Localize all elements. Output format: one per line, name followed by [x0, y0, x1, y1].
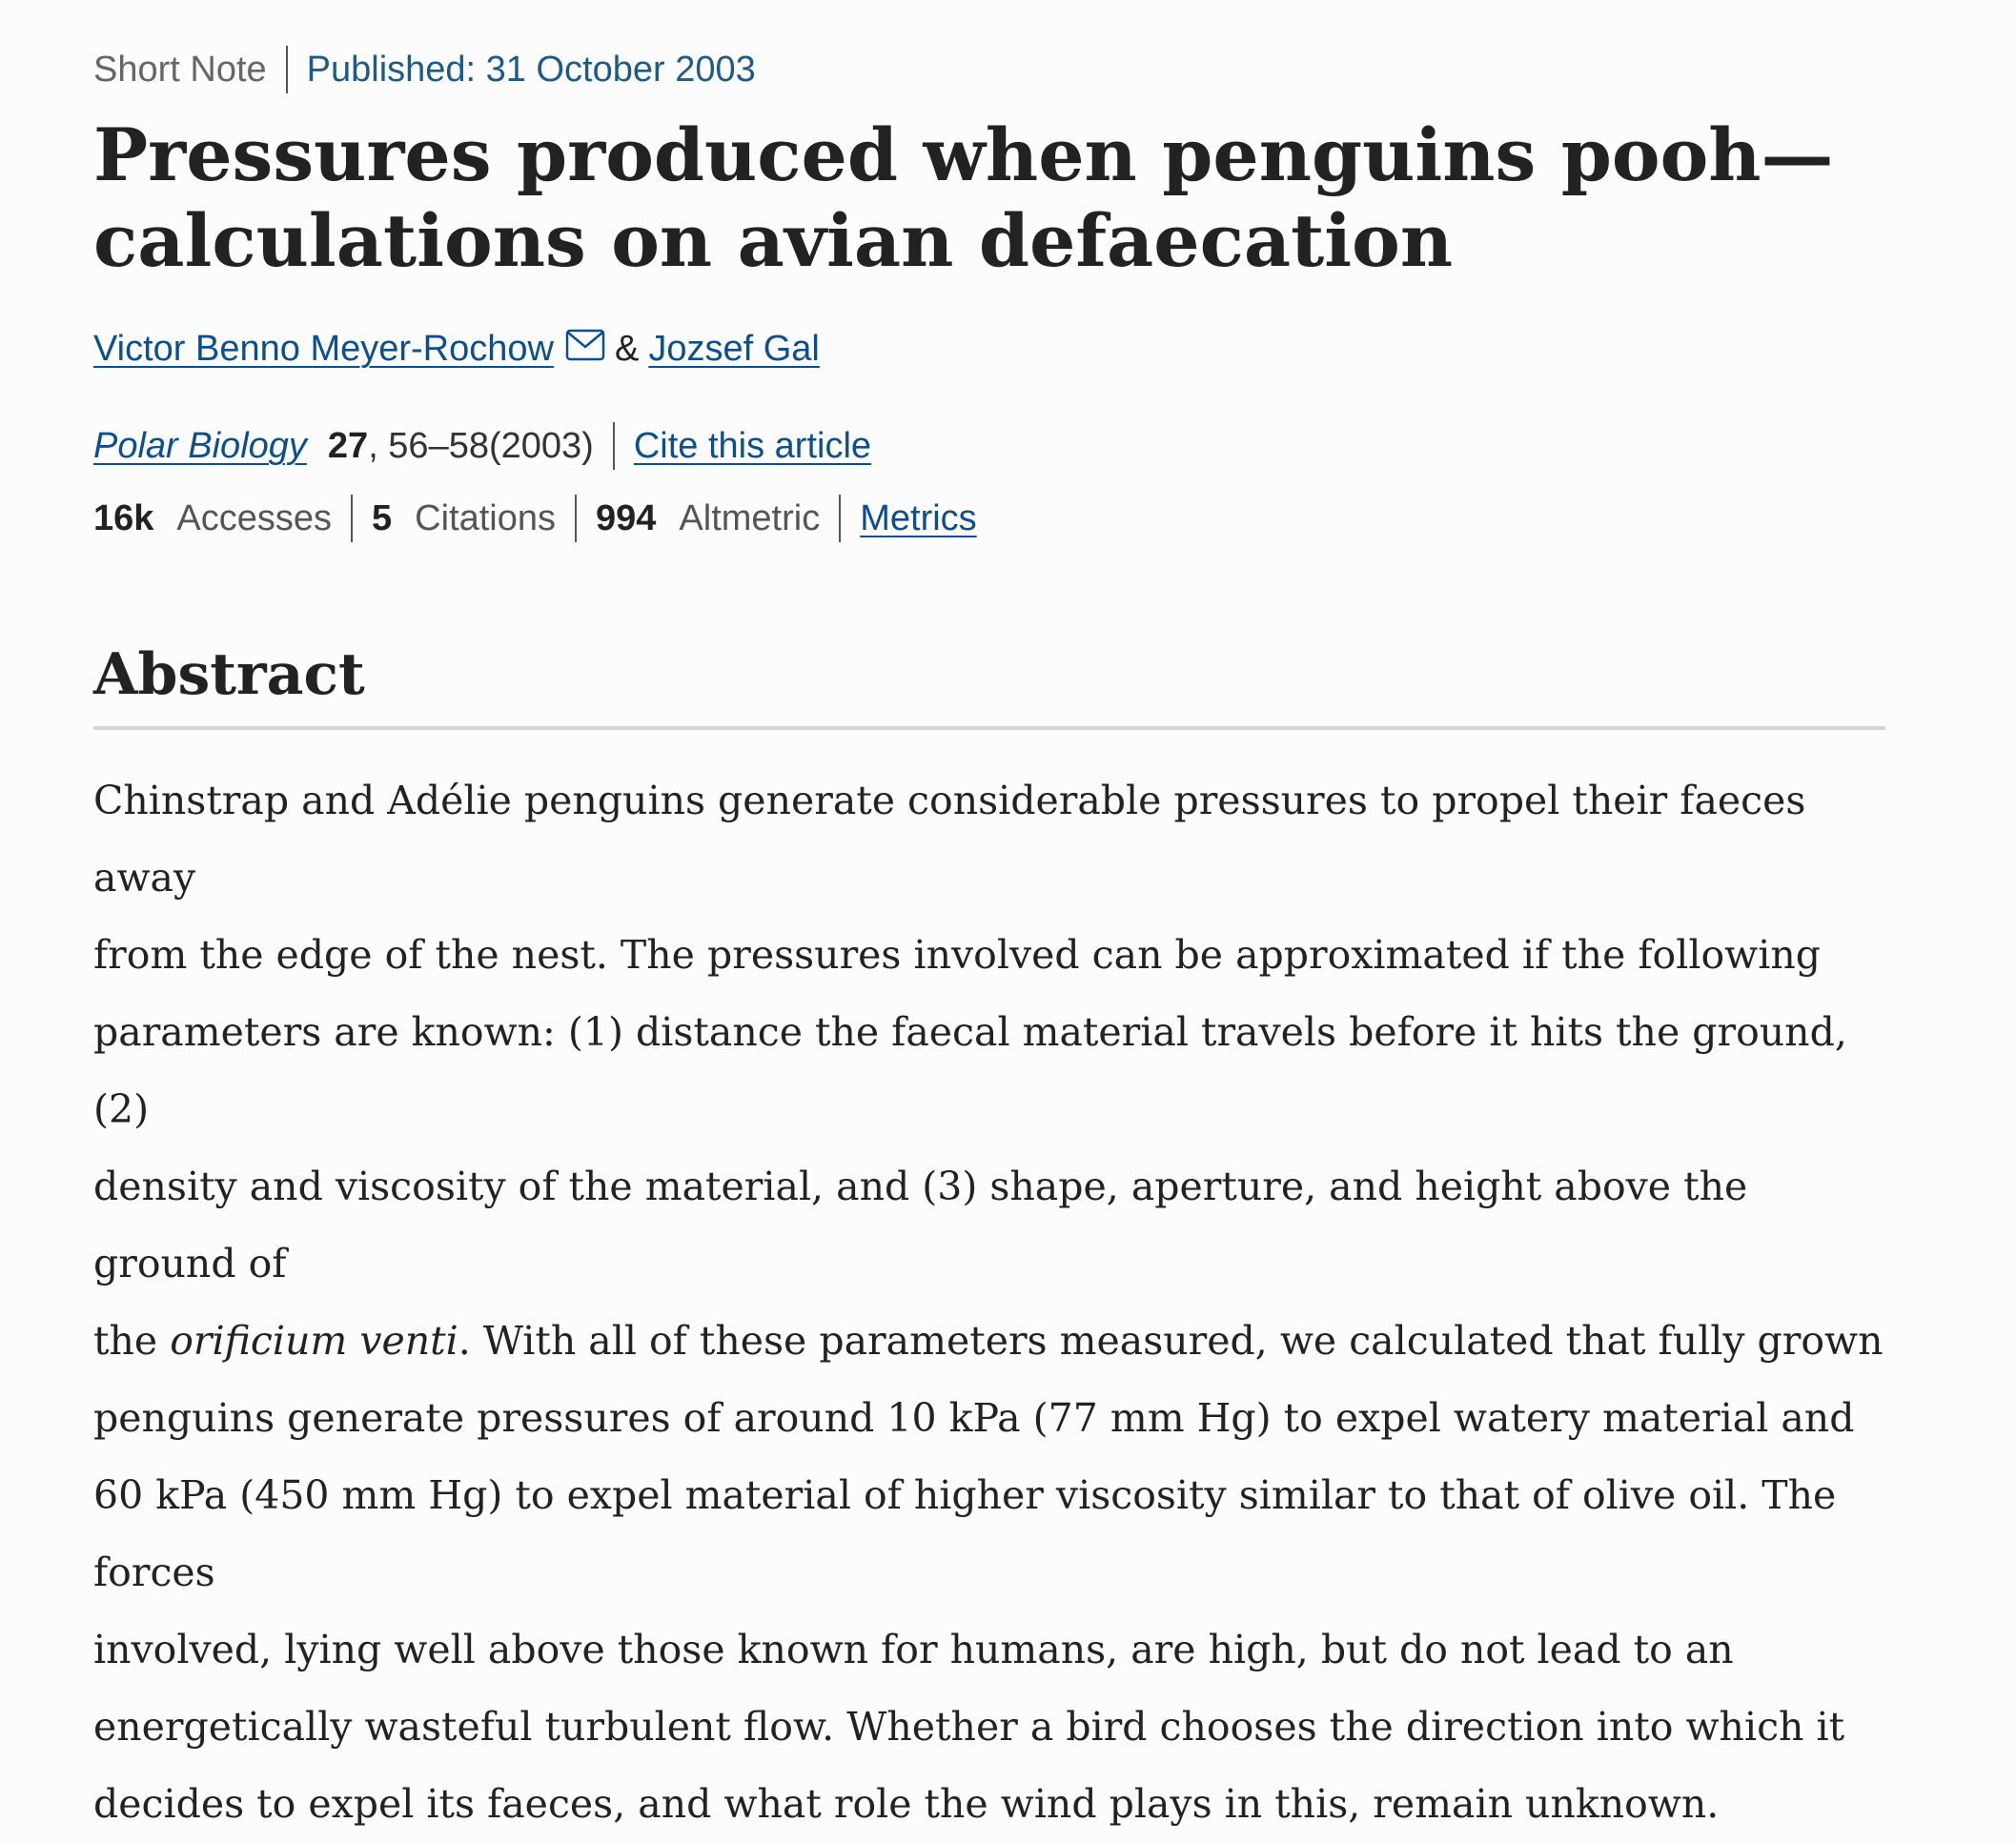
author-separator: & [614, 329, 640, 369]
altmetric-label: Altmetric [679, 498, 821, 538]
journal-info [93, 421, 871, 471]
abstract-line: decides to expel its faeces, and what role the wind plays in this, remain unknown. [93, 1781, 1720, 1827]
abstract-line: density and viscosity of the material, and (3) shape, aperture, and height above the ground of [93, 1164, 1748, 1286]
title-line-2: calculations on avian defaecation [93, 198, 1454, 283]
cite-article-link[interactable]: Cite this article [633, 426, 872, 466]
abstract-line: parameters are known: (1) distance the faecal material travels before it hits the ground, (2) [93, 1009, 1847, 1132]
accesses-label: Accesses [176, 498, 333, 538]
journal-pages-year: , 56–58(2003) [368, 426, 594, 466]
accesses-count: 16k [93, 498, 154, 538]
abstract-line: energetically wasteful turbulent flow. Whether a bird chooses the direction into which it [93, 1704, 1845, 1750]
separator [351, 495, 353, 542]
abstract-line: from the edge of the nest. The pressures involved can be approximated if the following [93, 932, 1821, 978]
abstract-divider [93, 726, 1885, 730]
published-date: Published: 31 October 2003 [306, 50, 756, 90]
separator [286, 46, 288, 93]
abstract-line: 60 kPa (450 mm Hg) to expel material of higher viscosity similar to that of olive oil. The forces [93, 1472, 1837, 1595]
abstract-line-start: the [93, 1318, 171, 1364]
altmetric-score: 994 [596, 498, 657, 538]
author-link-meyer-rochow[interactable]: Victor Benno Meyer-Rochow [93, 329, 554, 369]
abstract-heading: Abstract [93, 641, 365, 708]
abstract-line: involved, lying well above those known for humans, are high, but do not lead to an [93, 1627, 1734, 1672]
article-type: Short Note [93, 50, 267, 90]
abstract-line: penguins generate pressures of around 10 kPa (77 mm Hg) to expel watery material and [93, 1395, 1855, 1441]
journal-volume: 27 [327, 426, 369, 466]
author-list [93, 324, 820, 374]
abstract-line-end: . With all of these parameters measured, we calculated that fully grown [458, 1318, 1884, 1364]
abstract-line [93, 1318, 1884, 1364]
separator [613, 422, 615, 470]
abstract-text [93, 762, 1885, 1843]
abstract-line: Chinstrap and Adélie penguins generate considerable pressures to propel their faeces away [93, 778, 1806, 901]
author-link-gal[interactable]: Jozsef Gal [648, 329, 820, 369]
abstract-italic-term: orificium venti [170, 1318, 458, 1364]
journal-link[interactable]: Polar Biology [93, 426, 307, 466]
article-metrics [93, 494, 977, 543]
metrics-link[interactable]: Metrics [860, 498, 977, 538]
article-meta [93, 46, 756, 93]
separator [575, 495, 577, 542]
article-title [93, 112, 1857, 284]
separator [839, 495, 841, 542]
mail-icon[interactable] [565, 325, 605, 357]
title-line-1: Pressures produced when penguins pooh— [93, 112, 1834, 197]
citations-label: Citations [415, 498, 557, 538]
citations-count: 5 [372, 498, 393, 538]
